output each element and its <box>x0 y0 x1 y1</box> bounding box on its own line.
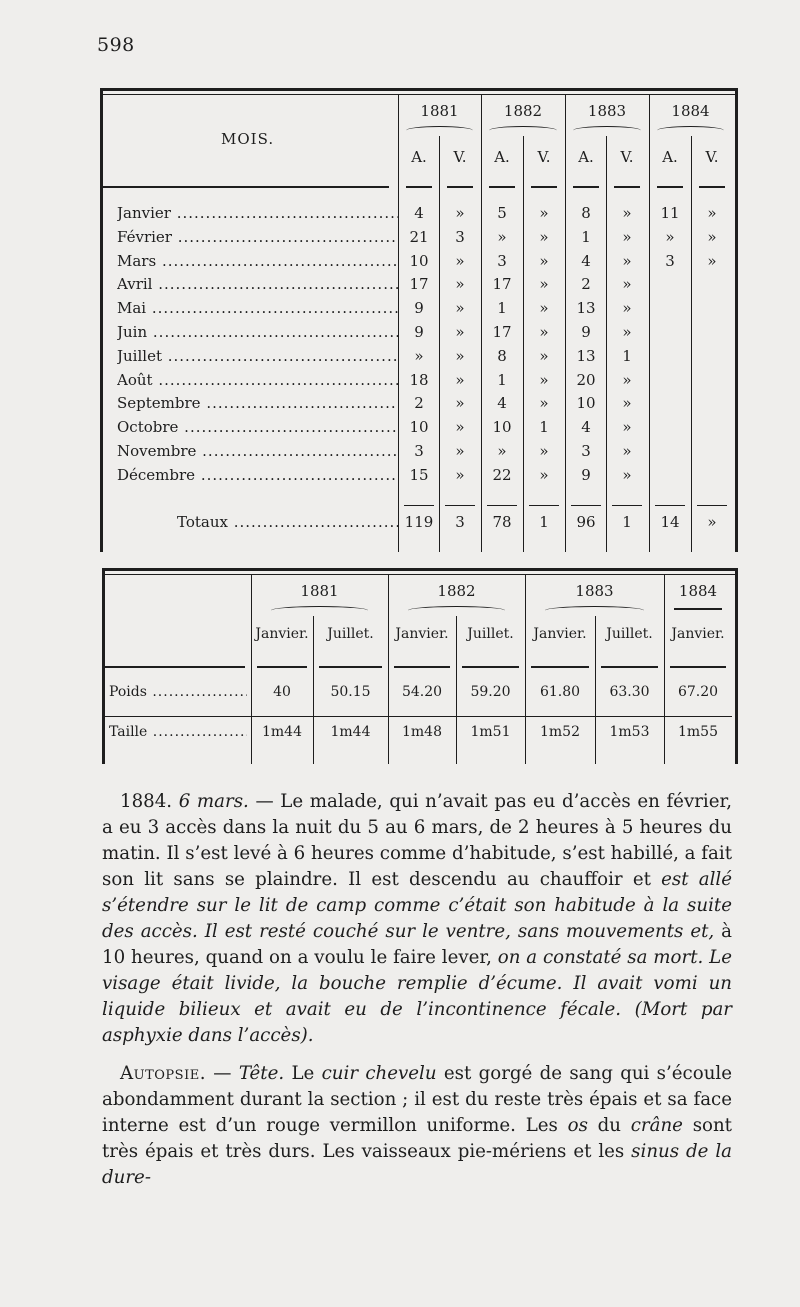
table-cell: » <box>539 204 549 222</box>
year-rule <box>674 608 722 610</box>
text-run: — Le malade, qui n’avait pas eu d’accès en février, a eu 3 accès dans la nuit du 5 au 6 mars, de 2 heures à 5 heures du matin. Il s’est levé à 6 heures comme d’habitude, s’est habillé, a fait son lit sans se plaindre. Il est descendu au chauffoir et <box>102 791 732 890</box>
table-top-rule-thin <box>105 574 735 575</box>
table-cell: 22 <box>492 465 512 484</box>
year-brace <box>271 606 368 615</box>
totaux-label: Totaux ..... <box>177 513 399 531</box>
table-cell: 1m55 <box>678 724 718 740</box>
subheader-v: V. <box>705 148 719 166</box>
table-cell: 3 <box>665 251 675 270</box>
table-cell: 1 <box>497 370 507 389</box>
year-header: 1881 <box>420 102 459 120</box>
table-cell: 9 <box>414 299 424 318</box>
text-run: Le <box>284 1063 322 1084</box>
entry-date: 6 mars. <box>178 791 249 812</box>
text-run: est gorgé de sang qui s’écoule abondamment durant la section ; il est du reste très épais et sa face interne est d’un rouge vermillon uniforme. Les <box>102 1063 732 1136</box>
tete-subheading: Tête. <box>238 1063 285 1084</box>
table-cell: » <box>539 275 549 294</box>
column-header: Janvier. <box>255 626 309 642</box>
table-cell: 1m48 <box>402 724 442 740</box>
table-cell: 8 <box>581 204 591 222</box>
month-label: Février ..... <box>117 228 399 246</box>
paragraph-autopsie <box>102 1061 732 1191</box>
table-cell: 1m44 <box>330 724 371 740</box>
month-label: Novembre ..... <box>117 442 399 460</box>
totaux-cell: 3 <box>455 513 465 531</box>
table-cell: 18 <box>409 370 429 389</box>
table-cell: » <box>539 370 549 389</box>
subheader-a: A. <box>578 148 594 166</box>
table-cell: 4 <box>497 394 507 413</box>
table-cell: 9 <box>414 323 424 341</box>
table-cell: » <box>622 227 632 246</box>
totaux-rule <box>445 505 475 506</box>
month-label: Septembre ..... <box>117 394 399 412</box>
table-cell: » <box>622 204 632 222</box>
table-cell: 59.20 <box>470 684 511 700</box>
table-top-rule <box>103 88 735 91</box>
table-cell: 2 <box>414 394 424 413</box>
month-label: Avril ..... <box>117 275 399 293</box>
table-cell: 9 <box>581 323 591 341</box>
column-header: Janvier. <box>671 626 725 642</box>
header-dash <box>447 186 473 188</box>
year-brace <box>489 126 557 135</box>
table-cell: 15 <box>409 465 429 484</box>
column-rule <box>439 136 440 552</box>
table-cell: » <box>622 418 632 437</box>
totaux-rule <box>655 505 685 506</box>
totaux-rule <box>697 505 727 506</box>
table-cell: » <box>414 346 424 365</box>
table-top-rule <box>105 568 735 571</box>
column-rule <box>606 136 607 552</box>
entry-date-year: 1884. <box>120 791 173 812</box>
table-cell: » <box>455 323 465 341</box>
month-label: Août ..... <box>117 371 399 389</box>
table-cell: » <box>497 442 507 460</box>
totaux-cell: 119 <box>404 513 434 531</box>
table-cell: 5 <box>497 204 507 222</box>
text-run-italic: os <box>567 1115 588 1136</box>
table-cell: 4 <box>581 418 591 437</box>
year-header: 1882 <box>503 102 543 120</box>
table-cell: 4 <box>414 204 424 222</box>
header-dash <box>531 666 589 668</box>
monthly-attacks-table <box>100 88 738 552</box>
table-cell: 3 <box>497 251 507 270</box>
header-dash <box>670 666 726 668</box>
text-run: sont très épais et très durs. Les vaisseaux pie-mériens et les <box>102 1115 732 1162</box>
column-header: Juillet. <box>467 626 514 642</box>
column-header: Juillet. <box>606 626 653 642</box>
table-cell: » <box>622 299 632 318</box>
table-cell: » <box>707 227 717 246</box>
table-top-rule-thin <box>103 94 735 95</box>
totaux-cell: 1 <box>622 513 632 531</box>
text-run: du <box>587 1115 631 1136</box>
table-cell: 9 <box>581 465 591 484</box>
header-dash <box>531 186 557 188</box>
header-dash <box>614 186 640 188</box>
table-cell: 1m51 <box>470 724 511 740</box>
table-cell: 3 <box>581 442 591 460</box>
table-cell: 17 <box>409 275 429 294</box>
totaux-cell: 96 <box>576 513 596 531</box>
table-cell: » <box>455 394 465 413</box>
subheader-a: A. <box>494 148 510 166</box>
table-cell: » <box>622 323 632 341</box>
month-label: Juillet ..... <box>117 347 399 365</box>
table-cell: 11 <box>660 204 680 222</box>
table-cell: 63.30 <box>609 684 650 700</box>
month-label: Mai ..... <box>117 299 399 317</box>
table-cell: » <box>455 418 465 437</box>
text-run-italic: cuir chevelu <box>321 1063 437 1084</box>
subheader-v: V. <box>620 148 634 166</box>
table-cell: 17 <box>492 275 512 294</box>
table-cell: » <box>622 275 632 294</box>
totaux-cell: 78 <box>492 513 512 531</box>
month-label: Octobre ..... <box>117 418 399 436</box>
table-cell: 8 <box>497 346 507 365</box>
weight-height-table <box>102 568 738 764</box>
header-dash <box>573 186 599 188</box>
totaux-rule <box>487 505 517 506</box>
year-brace <box>657 126 724 135</box>
column-header: Janvier. <box>533 626 587 642</box>
table-cell: 10 <box>576 394 596 413</box>
table-cell: » <box>497 227 507 246</box>
table-cell: » <box>622 394 632 413</box>
table-cell: » <box>455 346 465 365</box>
subheader-v: V. <box>537 148 551 166</box>
totaux-rule <box>612 505 642 506</box>
table-cell: 1m53 <box>609 724 650 740</box>
column-header: Janvier. <box>395 626 449 642</box>
year-header: 1882 <box>437 582 476 600</box>
table-cell: 13 <box>576 346 596 365</box>
year-header: 1883 <box>575 582 614 600</box>
text-run-italic: est allé s’étendre sur le lit de camp comme c’était son habitude à la suite des accès. Il est resté couché sur le ventre, sans mouvements et, <box>102 869 732 942</box>
totaux-rule <box>404 505 434 506</box>
row-label: Poids ..... <box>109 684 247 700</box>
label-rule <box>105 666 245 668</box>
table-cell: » <box>539 299 549 318</box>
totaux-cell: 14 <box>660 513 680 531</box>
mois-header: MOIS. <box>221 130 275 148</box>
year-brace <box>406 126 473 135</box>
column-rule <box>691 136 692 552</box>
table-cell: » <box>622 465 632 484</box>
month-label: Décembre ..... <box>117 466 399 484</box>
case-report-text <box>102 789 732 1191</box>
paragraph-1884 <box>102 789 732 1049</box>
header-dash <box>489 186 515 188</box>
table-cell: 4 <box>581 251 591 270</box>
table-cell: » <box>539 346 549 365</box>
month-label: Mars ..... <box>117 252 399 270</box>
table-cell: 54.20 <box>401 684 443 700</box>
month-label: Juin ..... <box>117 323 399 341</box>
header-dash <box>319 666 382 668</box>
text-run: — <box>205 1063 239 1084</box>
subheader-a: A. <box>411 148 427 166</box>
table-cell: » <box>622 442 632 460</box>
table-cell: 67.20 <box>677 684 719 700</box>
mois-rule <box>103 186 389 188</box>
table-cell: » <box>455 442 465 460</box>
text-run: à 10 heures, quand on a voulu le faire lever, <box>102 921 732 968</box>
table-cell: » <box>539 227 549 246</box>
header-dash <box>657 186 683 188</box>
header-dash <box>257 666 307 668</box>
table-cell: 40 <box>273 684 291 700</box>
table-cell: » <box>455 465 465 484</box>
totaux-cell: 1 <box>539 513 549 531</box>
table-cell: 10 <box>409 251 429 270</box>
table-cell: » <box>539 394 549 413</box>
table-cell: 20 <box>576 370 596 389</box>
totaux-cell: » <box>707 513 717 531</box>
totaux-rule <box>571 505 601 506</box>
header-dash <box>394 666 450 668</box>
subheader-v: V. <box>453 148 467 166</box>
table-cell: » <box>455 299 465 318</box>
table-cell: 1 <box>539 418 549 437</box>
page-number: 598 <box>97 34 135 56</box>
year-header: 1884 <box>671 102 710 120</box>
text-run-italic: on a constaté sa mort. Le visage était livide, la bouche remplie d’écume. Il avait vomi un liquide bilieux et avait eu de l’incontinence fécale. (Mort par asphyxie dans l’accès). <box>102 947 732 1046</box>
table-cell: 1 <box>622 346 632 365</box>
year-header: 1881 <box>300 582 339 600</box>
row-label: Taille ..... <box>109 724 247 740</box>
year-brace <box>408 606 505 615</box>
table-cell: » <box>622 251 632 270</box>
table-cell: » <box>665 227 675 246</box>
table-cell: 2 <box>581 275 591 294</box>
table-cell: 17 <box>492 323 512 341</box>
header-dash <box>406 186 432 188</box>
table-cell: » <box>539 251 549 270</box>
year-header: 1883 <box>587 102 627 120</box>
table-cell: 3 <box>455 227 465 246</box>
table-cell: 21 <box>409 227 429 246</box>
table-cell: 1m44 <box>262 724 302 740</box>
totaux-rule <box>529 505 559 506</box>
month-label: Janvier ..... <box>117 204 399 222</box>
table-cell: » <box>539 323 549 341</box>
year-brace <box>573 126 641 135</box>
header-dash <box>699 186 725 188</box>
table-cell: 1m52 <box>540 724 580 740</box>
table-cell: » <box>539 442 549 460</box>
table-cell: 61.80 <box>539 684 581 700</box>
autopsie-heading: Autopsie. <box>120 1063 206 1084</box>
header-dash <box>462 666 519 668</box>
table-cell: 13 <box>576 299 596 318</box>
table-cell: » <box>622 370 632 389</box>
row-divider <box>105 716 732 717</box>
table-cell: 3 <box>414 442 424 460</box>
table-cell: » <box>455 251 465 270</box>
table-cell: 10 <box>409 418 429 437</box>
table-cell: » <box>455 275 465 294</box>
table-cell: » <box>455 370 465 389</box>
text-run-italic: crâne <box>630 1115 683 1136</box>
table-cell: 1 <box>497 299 507 318</box>
table-cell: » <box>455 204 465 222</box>
table-cell: » <box>539 465 549 484</box>
header-dash <box>601 666 658 668</box>
year-header: 1884 <box>678 582 718 600</box>
subheader-a: A. <box>662 148 678 166</box>
table-cell: 1 <box>581 227 591 246</box>
column-header: Juillet. <box>327 626 374 642</box>
column-rule <box>523 136 524 552</box>
table-cell: » <box>707 204 717 222</box>
text-run-italic: sinus de la dure- <box>102 1141 733 1188</box>
year-brace <box>545 606 644 615</box>
table-cell: 50.15 <box>330 684 371 700</box>
table-cell: » <box>707 251 717 270</box>
table-cell: 10 <box>492 418 512 437</box>
